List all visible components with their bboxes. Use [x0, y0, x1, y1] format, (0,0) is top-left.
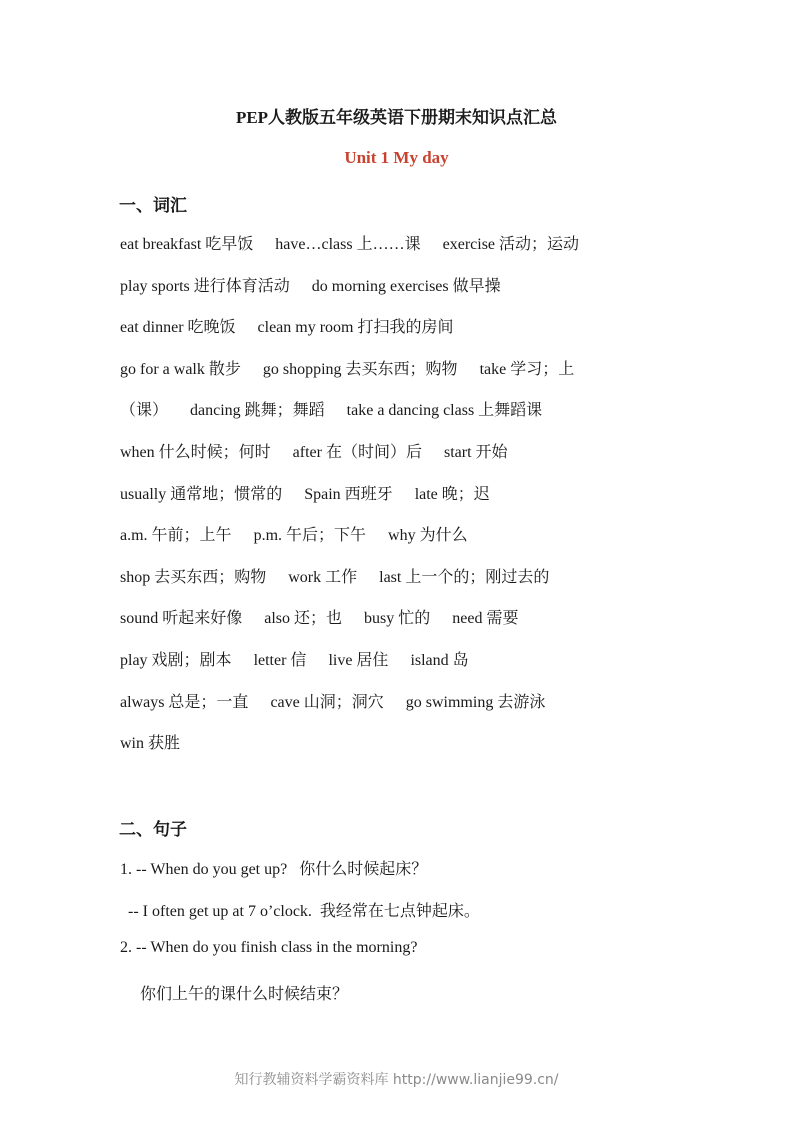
document-title: PEP人教版五年级英语下册期末知识点汇总 — [235, 108, 558, 127]
vocab-line — [120, 356, 574, 379]
vocab-entry: go for a walk 散步 — [120, 360, 241, 378]
section-heading-sentences: 二、句子 — [119, 820, 187, 840]
vocab-line — [120, 647, 469, 670]
vocab-entry: play sports 进行体育活动 — [120, 277, 290, 295]
vocab-line — [120, 689, 545, 712]
vocab-entry: why 为什么 — [388, 527, 468, 545]
vocab-entry: usually 通常地；惯常的 — [120, 485, 283, 503]
vocab-entry: shop 去买东西；购物 — [120, 568, 267, 586]
vocab-entry: last 上一个的；刚过去的 — [379, 568, 550, 586]
vocab-line — [120, 397, 542, 420]
sentence-line: 2. -- When do you finish class in the morning? — [120, 939, 418, 957]
vocab-line — [120, 231, 579, 254]
vocab-entry: work 工作 — [288, 568, 358, 586]
vocab-entry: （课） — [120, 402, 169, 420]
sentence-line: 你们上午的课什么时候结束？ — [120, 985, 349, 1003]
vocab-entry: busy 忙的 — [364, 610, 431, 628]
vocab-entry: clean my room 打扫我的房间 — [257, 319, 454, 337]
vocab-entry: p.m. 午后；下午 — [253, 527, 367, 545]
vocab-line — [120, 730, 180, 753]
vocab-entry: take 学习；上 — [479, 360, 575, 378]
vocab-entry: dancing 跳舞；舞蹈 — [190, 402, 325, 420]
vocab-entry: late 晚；迟 — [414, 485, 490, 503]
vocab-entry: eat dinner 吃晚饭 — [120, 319, 236, 337]
vocab-line — [120, 605, 518, 628]
vocab-line — [120, 439, 508, 462]
vocab-entry: Spain 西班牙 — [304, 485, 393, 503]
vocab-entry: take a dancing class 上舞蹈课 — [346, 402, 543, 420]
vocab-entry: a.m. 午前；上午 — [120, 527, 232, 545]
sentence-line: -- I often get up at 7 o’clock. 我经常在七点钟起床。 — [120, 902, 480, 920]
vocab-entry: after 在（时间）后 — [292, 444, 422, 461]
vocab-line — [120, 273, 501, 296]
vocab-entry: start 开始 — [443, 444, 508, 461]
vocab-entry: have…class 上……课 — [275, 236, 421, 253]
vocab-entry: go swimming 去游泳 — [405, 693, 546, 711]
vocab-entry: island 岛 — [410, 652, 469, 669]
vocab-entry: exercise 活动；运动 — [442, 236, 580, 253]
vocab-entry: letter 信 — [253, 652, 307, 669]
vocab-entry: sound 听起来好像 — [120, 610, 243, 628]
vocab-line — [120, 564, 549, 587]
vocab-entry: cave 山洞；洞穴 — [270, 693, 384, 711]
vocab-line — [120, 314, 454, 337]
vocab-entry: do morning exercises 做早操 — [311, 277, 501, 295]
vocab-entry: win 获胜 — [120, 735, 181, 753]
sentence-line: 1. -- When do you get up? 你什么时候起床？ — [120, 861, 428, 878]
footer-watermark: 知行教辅资料学霸资料库 http://www.lianjie99.cn/ — [234, 1072, 559, 1088]
vocab-entry: eat breakfast 吃早饭 — [120, 236, 254, 253]
vocab-entry: when 什么时候；何时 — [120, 444, 271, 461]
vocab-line — [120, 522, 468, 545]
vocab-entry: also 还；也 — [264, 610, 343, 628]
section-heading-vocab: 一、词汇 — [119, 196, 187, 216]
vocab-entry: go shopping 去买东西；购物 — [262, 360, 458, 378]
vocab-entry: need 需要 — [452, 610, 519, 628]
vocab-line — [120, 481, 490, 504]
vocab-entry: play 戏剧；剧本 — [120, 652, 232, 669]
vocab-entry: always 总是；一直 — [120, 693, 249, 711]
unit-heading: Unit 1 My day — [344, 148, 449, 167]
vocab-entry: live 居住 — [328, 652, 389, 669]
